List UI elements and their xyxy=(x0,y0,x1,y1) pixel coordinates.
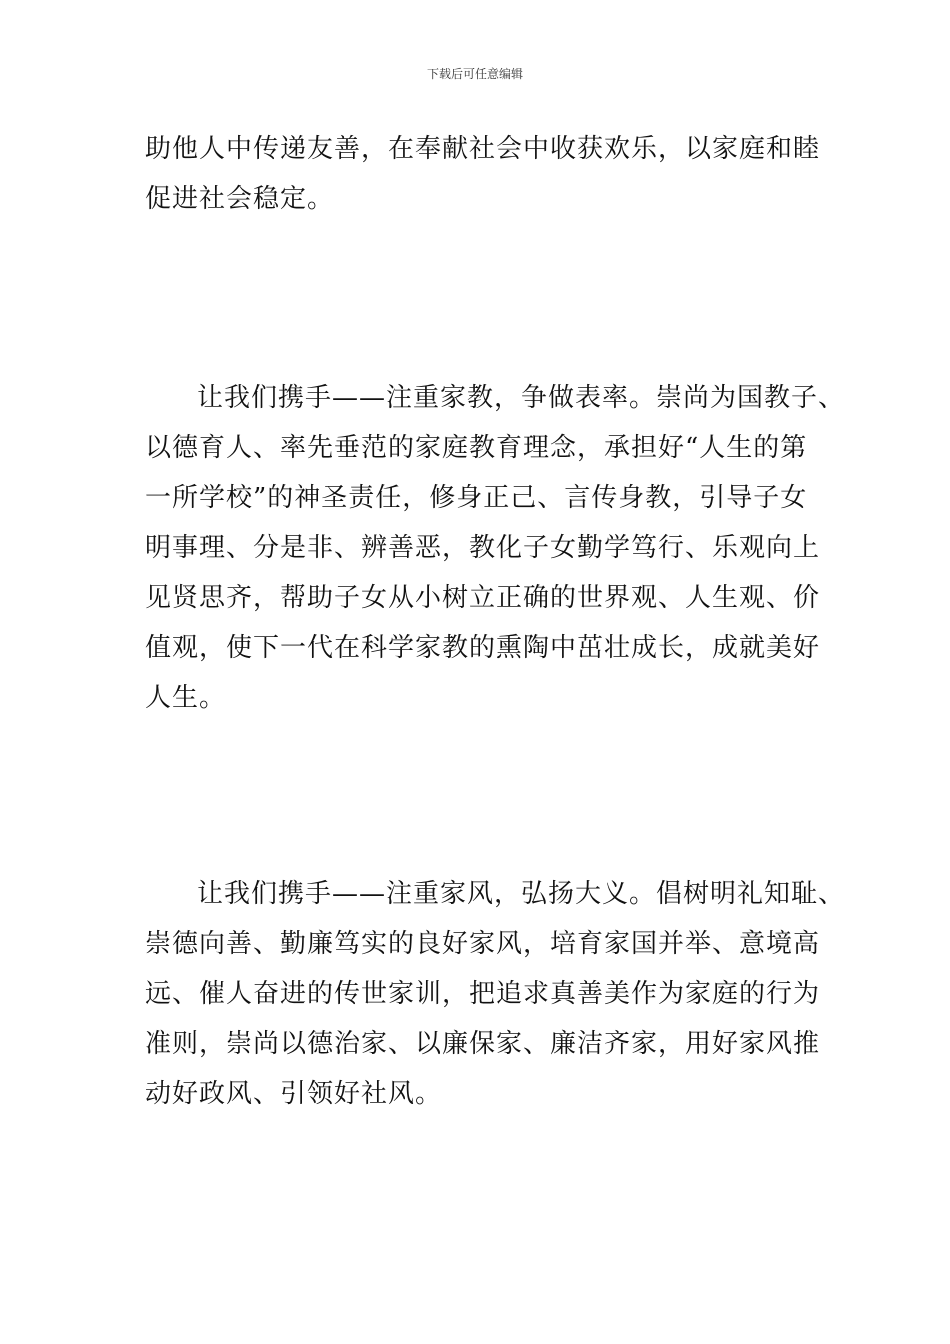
paragraph-family-education xyxy=(145,373,846,723)
paragraph-family-style xyxy=(145,869,846,1119)
text-line: 动好政风、引领好社风。 xyxy=(145,1079,443,1109)
text-line: 崇德向善、勤廉笃实的良好家风，培育家国并举、意境高 xyxy=(145,929,821,959)
paragraph-continuation xyxy=(145,124,821,224)
text-line: 人生。 xyxy=(145,683,227,713)
text-line: 远、催人奋进的传世家训，把追求真善美作为家庭的行为 xyxy=(145,979,821,1009)
text-line: 值观，使下一代在科学家教的熏陶中茁壮成长，成就美好 xyxy=(145,633,821,663)
text-line: 助他人中传递友善，在奉献社会中收获欢乐，以家庭和睦 xyxy=(145,134,821,164)
text-line: 明事理、分是非、辨善恶，教化子女勤学笃行、乐观向上 xyxy=(145,533,821,563)
text-line: 让我们携手——注重家教，争做表率。崇尚为国教子、 xyxy=(197,383,846,413)
text-line: 一所学校”的神圣责任，修身正己、言传身教，引导子女 xyxy=(145,483,808,513)
text-line: 促进社会稳定。 xyxy=(145,184,335,214)
text-line: 让我们携手——注重家风，弘扬大义。倡树明礼知耻、 xyxy=(197,879,846,909)
text-line: 以德育人、率先垂范的家庭教育理念，承担好“人生的第 xyxy=(145,433,808,463)
text-line: 准则，崇尚以德治家、以廉保家、廉洁齐家，用好家风推 xyxy=(145,1029,821,1059)
text-line: 见贤思齐，帮助子女从小树立正确的世界观、人生观、价 xyxy=(145,583,821,613)
page-header-note: 下载后可任意编辑 xyxy=(426,67,523,81)
